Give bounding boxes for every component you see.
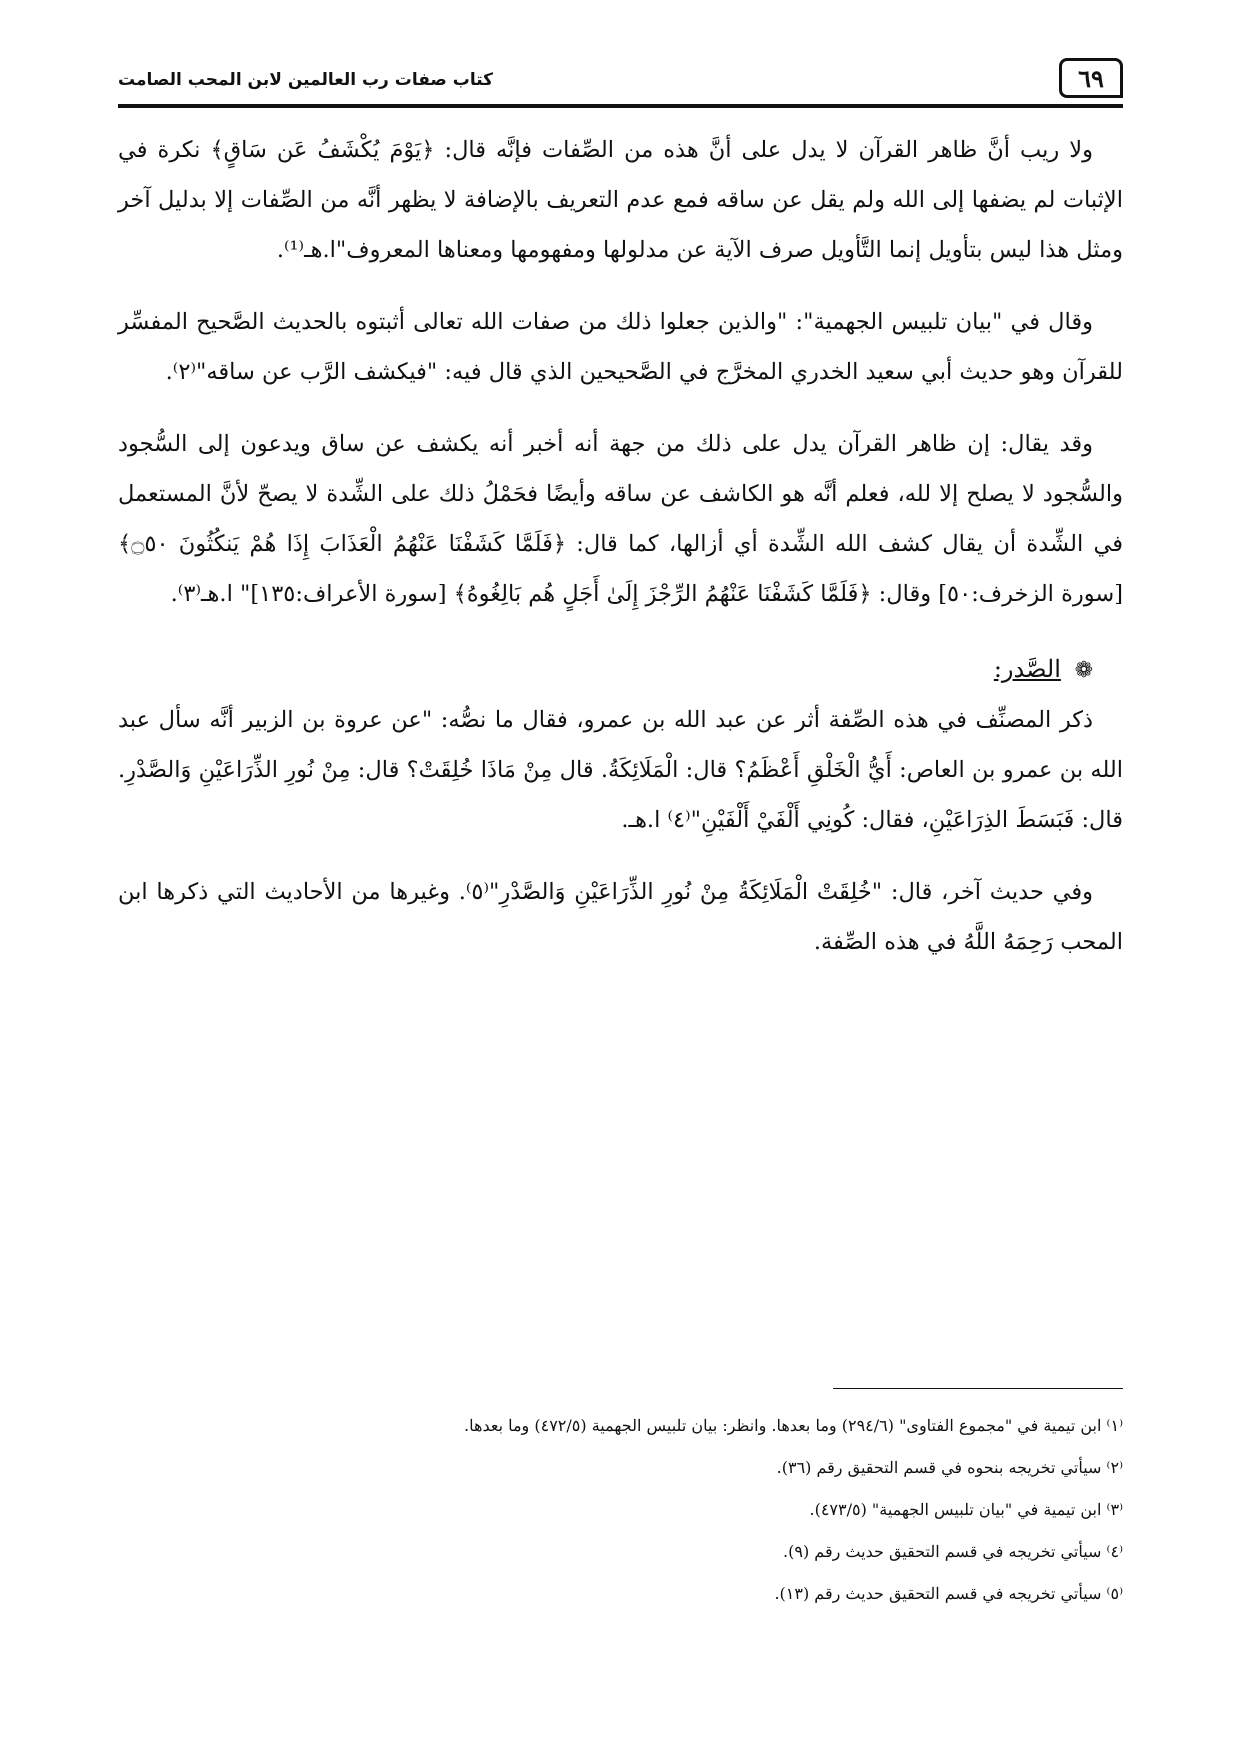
book-title: كتاب صفات رب العالمين لابن المحب الصامت: [118, 70, 494, 90]
footnote: ⁽٣⁾ ابن تيمية في "بيان تلبيس الجهمية" (٤٧٣/٥).: [809, 1500, 1123, 1519]
page-header: [118, 52, 1123, 108]
page-number: ٦٩: [1059, 58, 1123, 98]
paragraph: وفي حديث آخر، قال: "خُلِقَتْ الْمَلَائِكَةُ مِنْ نُورِ الذِّرَاعَيْنِ وَالصَّدْرِ"⁽٥⁾. وغيرها من الأحاديث التي ذكرها ابن المحب رَحِمَهُ اللَّهُ في هذه الصِّفة.: [118, 879, 1123, 955]
main-text: [118, 125, 1123, 989]
footnote-divider: [833, 1388, 1123, 1389]
footnotes: [118, 1405, 1123, 1615]
header-rule: [118, 104, 1123, 108]
paragraph: ولا ريب أنَّ ظاهر القرآن لا يدل على أنَّ هذه من الصِّفات فإنَّه قال: ﴿يَوْمَ يُكْشَفُ عَن سَاقٍ﴾ نكرة في الإثبات لم يضفها إلى الله ولم يقل عن ساقه فمع عدم التعريف بالإضافة لا يظهر أنَّه من الصِّفات إلا بدليل آخر ومثل هذا ليس بتأويل إنما التَّأويل صرف الآية عن مدلولها ومفهومها ومعناها المعروف"ا.هـ⁽¹⁾.: [118, 137, 1123, 263]
paragraph: وقد يقال: إن ظاهر القرآن يدل على ذلك من جهة أنه أخبر أنه يكشف عن ساق ويدعون إلى السُّجود والسُّجود لا يصلح إلا لله، فعلم أنَّه هو الكاشف عن ساقه وأيضًا فحَمْلُ ذلك على الشِّدة لا يصحّ لأنَّ المستعمل في الشِّدة أن يقال كشف الله الشِّدة أي أزالها، كما قال: ﴿فَلَمَّا كَشَفْنَا عَنْهُمُ الْعَذَابَ إِذَا هُمْ يَنكُثُونَ ۝٥٠﴾ [سورة الزخرف:٥٠] وقال: ﴿فَلَمَّا كَشَفْنَا عَنْهُمُ الرِّجْزَ إِلَىٰ أَجَلٍ هُم بَالِغُوهُ﴾ [سورة الأعراف:١٣٥]" ا.هـ⁽٣⁾.: [118, 431, 1123, 607]
section-title: الصَّدر:: [993, 655, 1061, 683]
flower-ornament-icon: ❁: [1074, 658, 1093, 683]
footnote: ⁽١⁾ ابن تيمية في "مجموع الفتاوى" (٢٩٤/٦) وما بعدها. وانظر: بيان تلبيس الجهمية (٤٧٢/٥) وما بعدها.: [464, 1416, 1123, 1435]
paragraph: ذكر المصنِّف في هذه الصِّفة أثر عن عبد الله بن عمرو، فقال ما نصُّه: "عن عروة بن الزبير أنَّه سأل عبد الله بن عمرو بن العاص: أَيُّ الْخَلْقِ أَعْظَمُ؟ قال: الْمَلَائِكَةُ. قال مِنْ مَاذَا خُلِقَتْ؟ قال: مِنْ نُورِ الذِّرَاعَيْنِ وَالصَّدْرِ. قال: فَبَسَطَ الذِرَاعَيْنِ، فقال: كُونِي أَلْفَيْ أَلْفَيْنِ"⁽٤⁾ ا.هـ.: [118, 707, 1123, 833]
section-heading: [118, 647, 1123, 693]
footnote: ⁽٥⁾ سيأتي تخريجه في قسم التحقيق حديث رقم (١٣).: [774, 1584, 1123, 1603]
footnote: ⁽٤⁾ سيأتي تخريجه في قسم التحقيق حديث رقم (٩).: [783, 1542, 1123, 1561]
footnote: ⁽٢⁾ سيأتي تخريجه بنحوه في قسم التحقيق رقم (٣٦).: [776, 1458, 1123, 1477]
paragraph: وقال في "بيان تلبيس الجهمية": "والذين جعلوا ذلك من صفات الله تعالى أثبتوه بالحديث الصَّحيح المفسِّر للقرآن وهو حديث أبي سعيد الخدري المخرَّج في الصَّحيحين الذي قال فيه: "فيكشف الرَّب عن ساقه"⁽٢⁾.: [118, 309, 1123, 385]
